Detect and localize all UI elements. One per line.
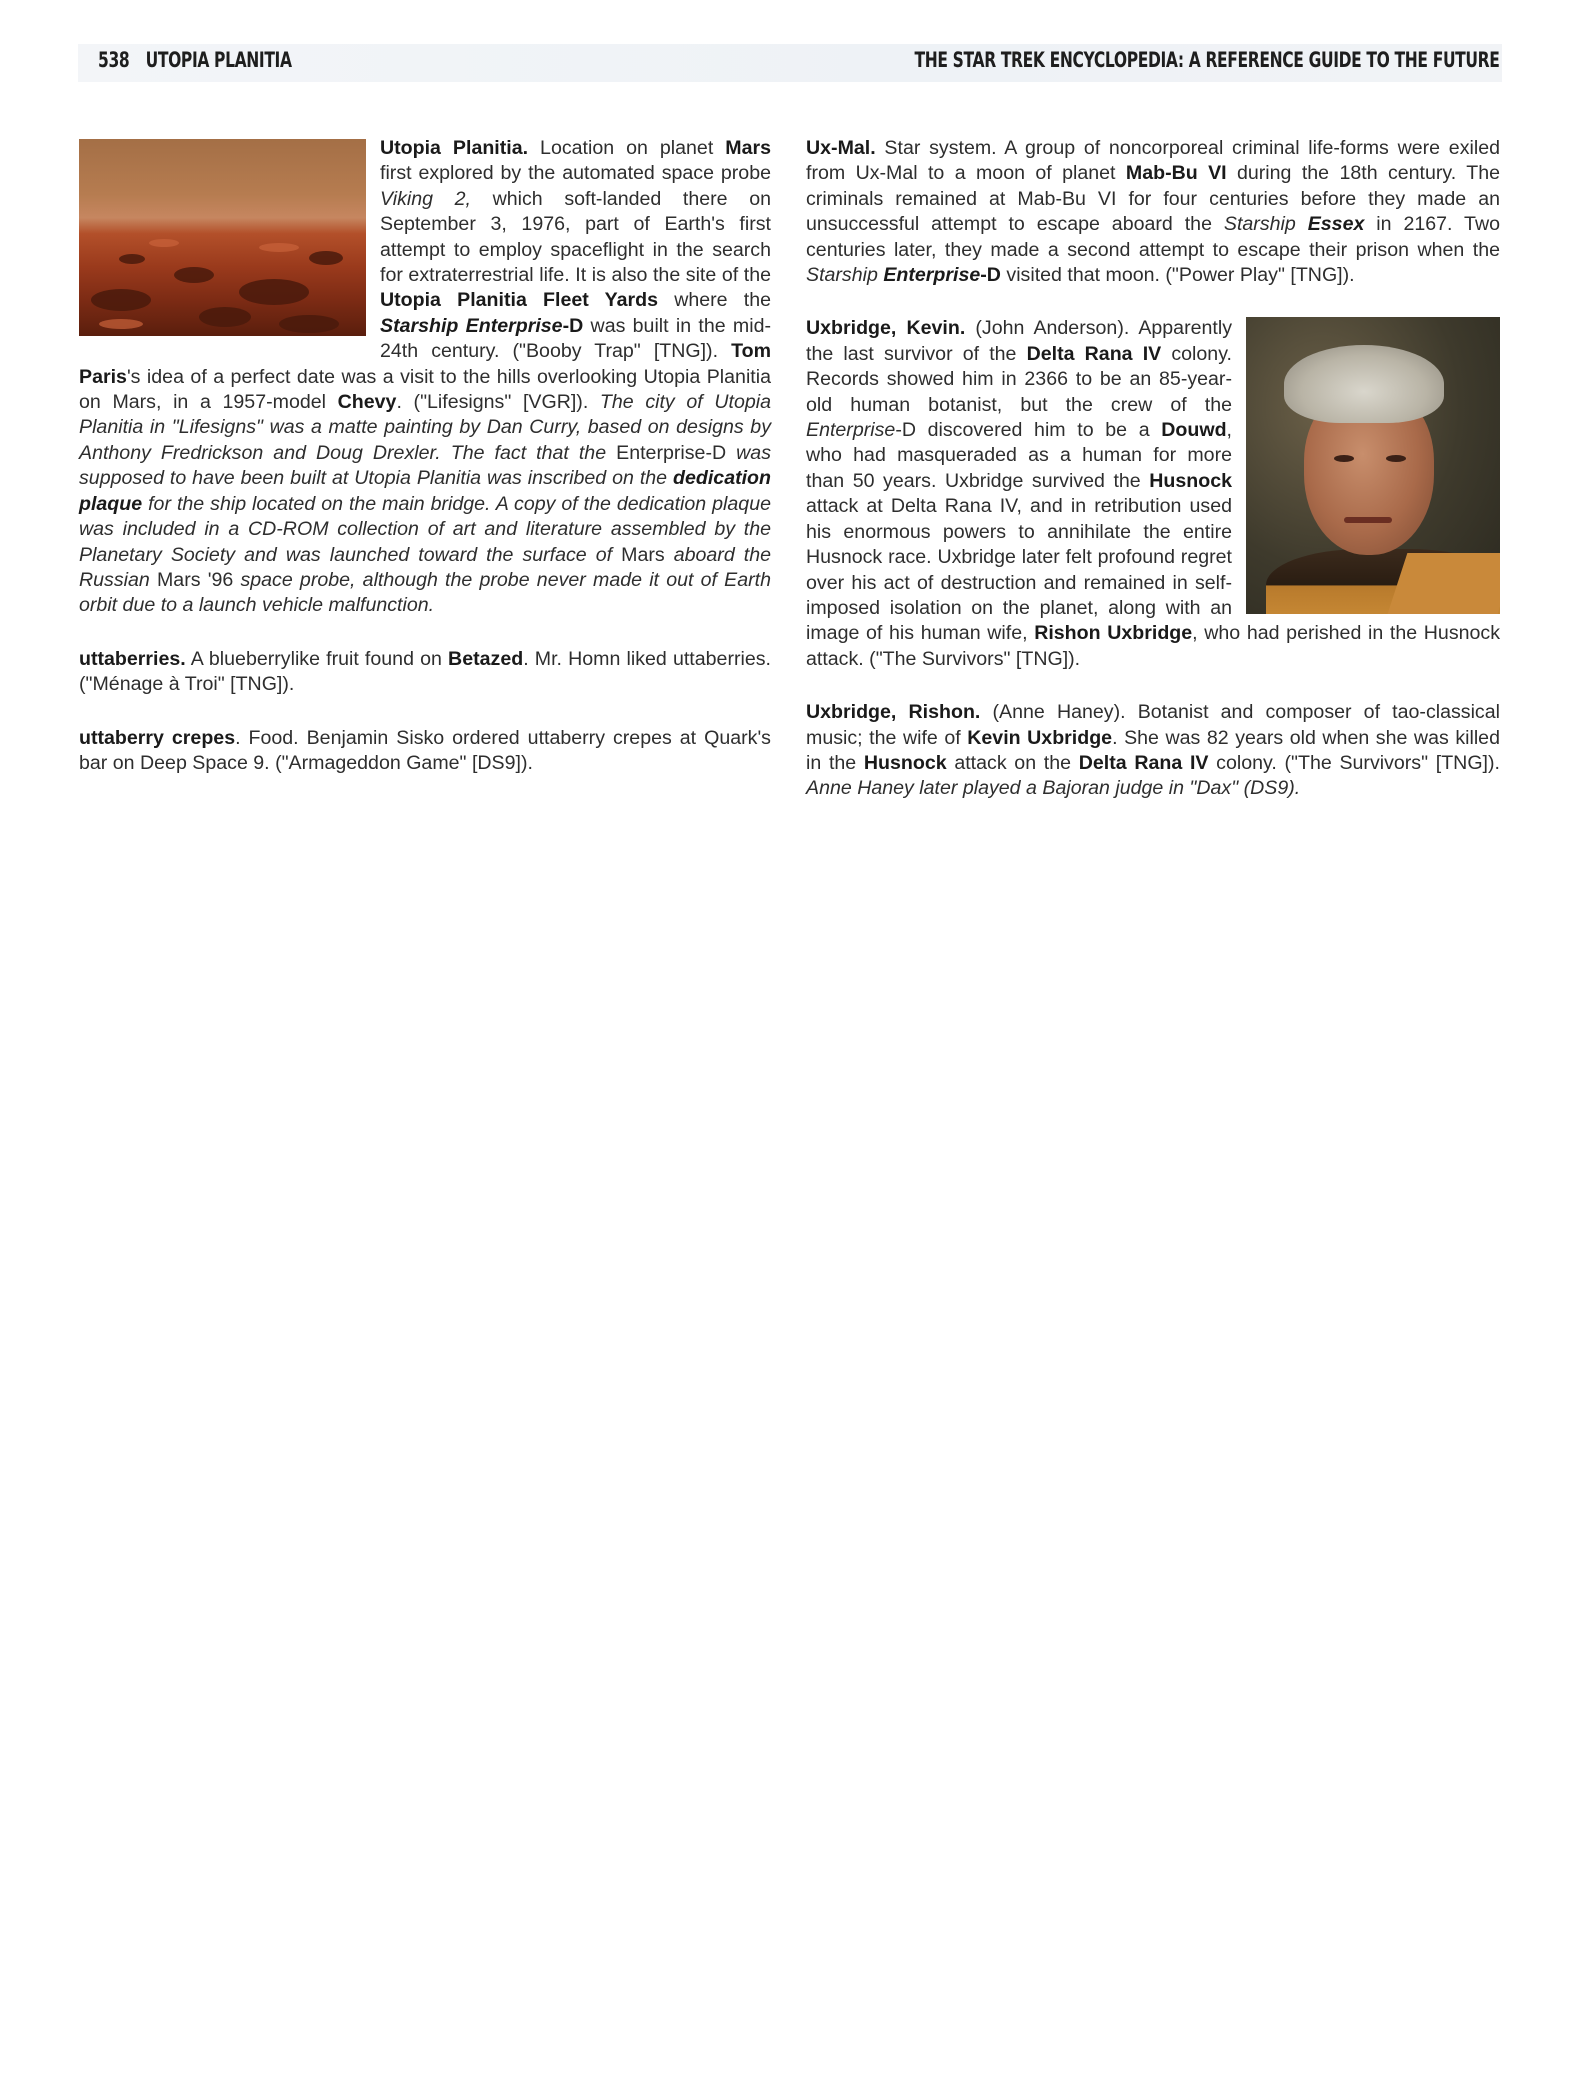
entry-ux-mal: Ux-Mal. Star system. A group of noncorporeal criminal life-forms were exiled from Ux-Mal to a moon of planet Mab-Bu VI during the 18th century. The criminals remained at Mab-Bu VI for four centuries before they made an unsuccessful attempt to escape aboard the Starship Essex in 2167. Two centuries later, they made a second attempt to escape their prison when the Starship Enterprise-D visited that moon. ("Power Play" [TNG]). xyxy=(806,137,1500,287)
entry-uxbridge-kevin: Uxbridge, Kevin. (John Anderson). Apparently the last survivor of the Delta Rana IV colony. Records showed him in 2366 to be an 85-year-old human botanist, but the crew of the Enterprise-D discovered him to be a Douwd, who had masqueraded as a human for more than 50 years. Uxbridge survived the Husnock attack at Delta Rana IV, and in retribution used his enormous powers to annihilate the entire Husnock race. Uxbridge later felt profound regret over his act of destruction and remained in self-imposed isolation on the planet, along with an image of his human wife, Rishon Uxbridge, who had perished in the Husnock attack. ("The Survivors" [TNG]). xyxy=(806,316,1500,672)
entry-term: Uxbridge, Kevin. xyxy=(806,317,966,340)
entry-uxbridge-rishon: Uxbridge, Rishon. (Anne Haney). Botanist and composer of tao-classical music; the wife of Kevin Uxbridge. She was 82 years old when she was killed in the Husnock attack on the Delta Rana IV colony. ("The Survivors" [TNG]). Anne Haney later played a Bajoran judge in "Dax" (DS9). xyxy=(806,701,1500,800)
entry-term: Utopia Planitia. xyxy=(380,137,529,159)
entry-term: Uxbridge, Rishon. xyxy=(806,701,981,724)
entry-uttaberry-crepes: uttaberry crepes. Food. Benjamin Sisko ordered uttaberry crepes at Quark's bar on Deep Space 9. ("Armageddon Game" [DS9]). xyxy=(79,726,771,774)
entry-uttaberries: uttaberries. A blueberrylike fruit found on Betazed. Mr. Homn liked uttaberries. ("Ménage à Troi" [TNG]). xyxy=(79,647,771,696)
entry-term: uttaberry crepes xyxy=(79,726,236,749)
entry-term: uttaberries. xyxy=(79,647,186,670)
book-title: THE STAR TREK ENCYCLOPEDIA: A REFERENCE GUIDE TO THE FUTURE xyxy=(915,48,1500,72)
page-number: 538 xyxy=(98,48,130,72)
mars-surface-image xyxy=(79,139,366,336)
section-title: UTOPIA PLANITIA xyxy=(145,48,292,72)
left-column xyxy=(79,136,771,804)
entry-term: Ux-Mal. xyxy=(806,137,876,159)
kevin-uxbridge-portrait-image xyxy=(1246,317,1500,614)
running-head-left xyxy=(98,48,292,72)
entry-utopia-planitia: Utopia Planitia. Location on planet Mars first explored by the automated space probe Viking 2, which soft-landed there on September 3, 1976, part of Earth's first attempt to employ spaceflight in the search for extraterrestrial life. It is also the site of the Utopia Planitia Fleet Yards where the Starship Enterprise-D was built in the mid-24th century. ("Booby Trap" [TNG]). Tom Paris's idea of a perfect date was a visit to the hills overlooking Utopia Planitia on Mars, in a 1957-model Chevy. ("Lifesigns" [VGR]). The city of Utopia Planitia in "Lifesigns" was a matte painting by Dan Curry, based on designs by Anthony Fredrickson and Doug Drexler. The fact that the Enterprise-D was supposed to have been built at Utopia Planitia was inscribed on the dedication plaque for the ship located on the main bridge. A copy of the dedication plaque was included in a CD-ROM collection of art and literature assembled by the Planetary Society and was launched toward the surface of Mars aboard the Russian Mars '96 space probe, although the probe never made it out of Earth orbit due to a launch vehicle malfunction. xyxy=(79,137,772,617)
right-column xyxy=(806,136,1500,830)
